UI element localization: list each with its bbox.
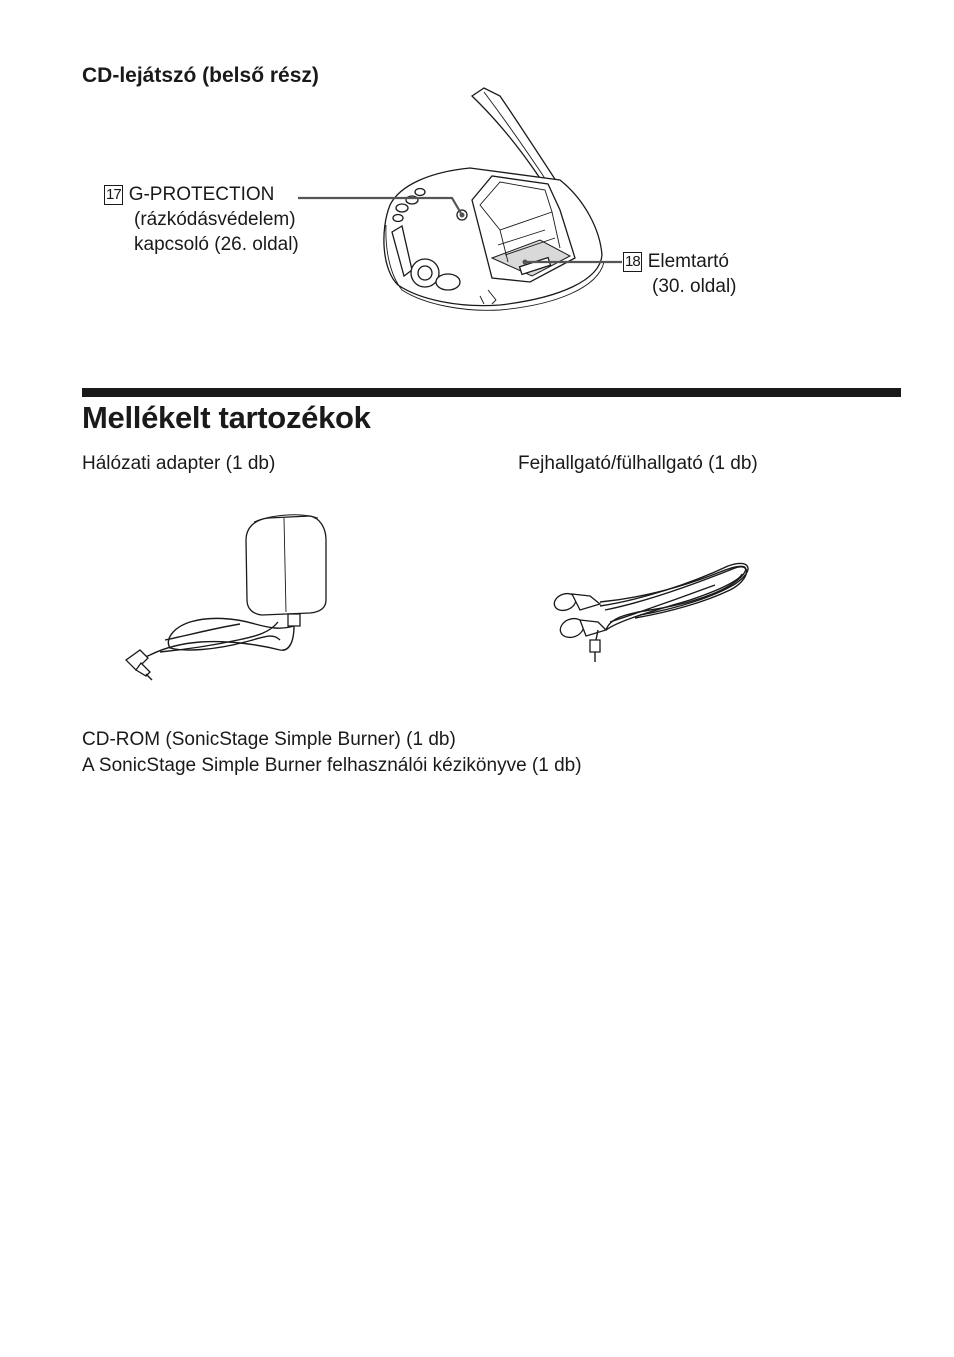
callout-line: kapcsoló (26. oldal) (134, 234, 299, 255)
callout-line: Elemtartó (647, 251, 729, 272)
extra-accessories (82, 727, 582, 779)
callout-line: (30. oldal) (652, 276, 737, 297)
extra-line-cdrom: CD-ROM (SonicStage Simple Burner) (1 db) (82, 729, 456, 750)
extra-line-manual: A SonicStage Simple Burner felhasználói kézikönyve (1 db) (82, 755, 582, 776)
accessories-heading: Mellékelt tartozékok (82, 400, 371, 435)
accessory-label-adapter: Hálózati adapter (1 db) (82, 453, 276, 474)
accessory-label-earphones: Fejhallgató/fülhallgató (1 db) (518, 453, 758, 474)
callout-number: 18 (625, 253, 640, 270)
section-title: CD-lejátszó (belső rész) (82, 64, 319, 87)
callout-line: (rázkódásvédelem) (134, 209, 296, 230)
callout-number: 17 (106, 186, 121, 203)
callout-line: G-PROTECTION (128, 184, 275, 205)
